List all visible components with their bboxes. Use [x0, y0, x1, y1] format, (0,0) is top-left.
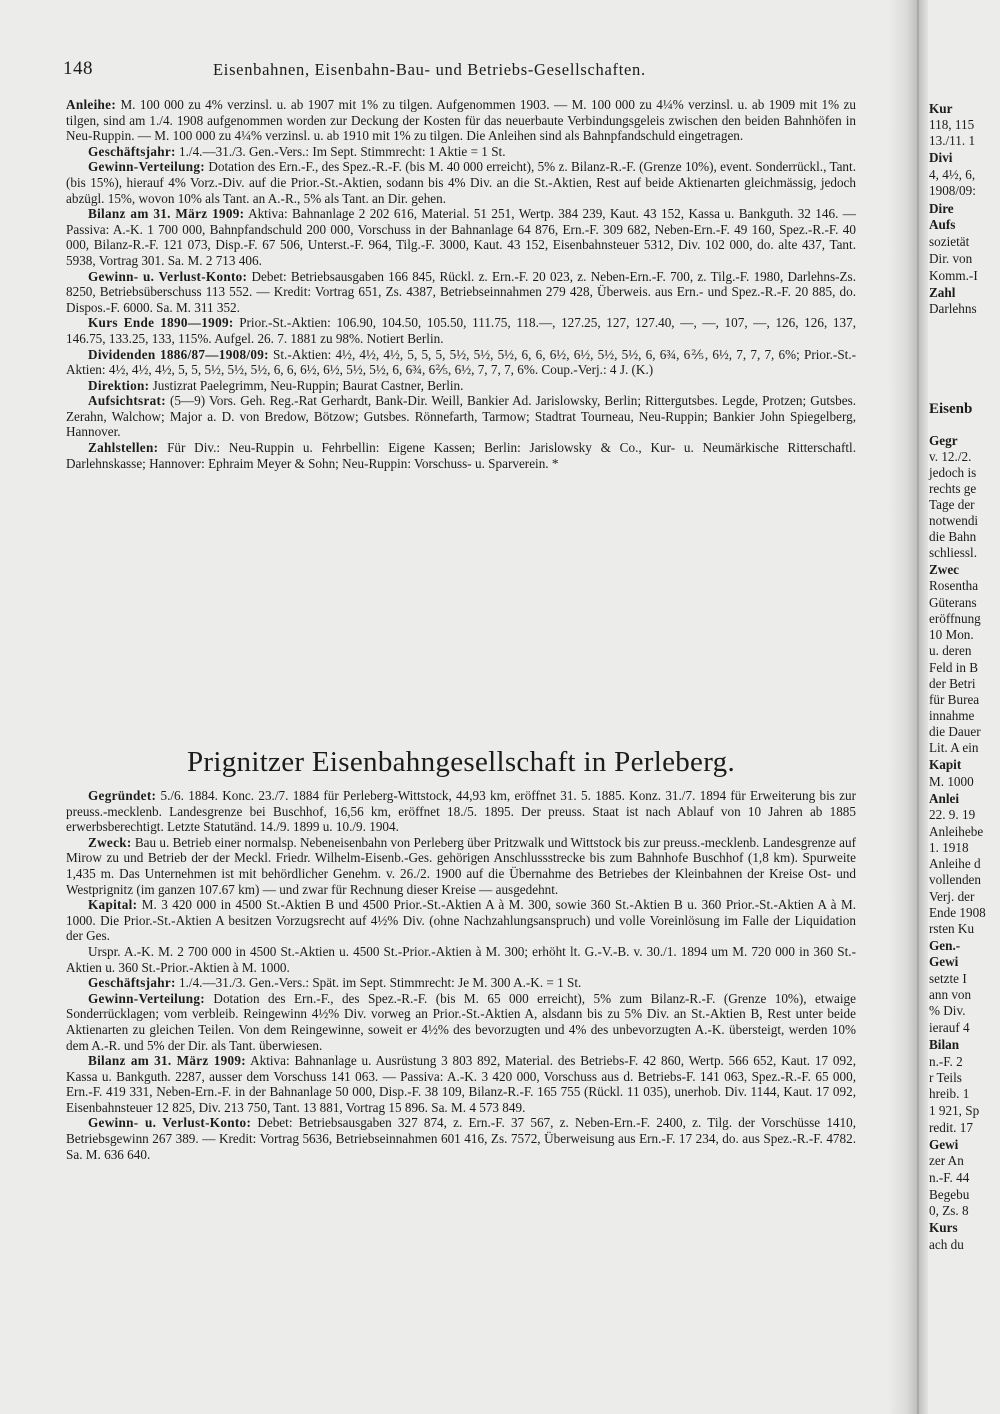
entry-text: Aktiva: Bahnanlage u. Ausrüstung 3 803 892, Material. des Betriebs-F. 42 860, Wertp. 566 652, Kaut. 17 092, Kassa u. Bankguth. 2287, ausser dem Vorschuss 141 063. — Passiva: A.-K. 3 420 000, Vorschuss aus d. Betriebs-F. 141 063, Spez.-R.-F. 65 000, Ern.-F. 419 331, Neben-Ern.-F. in der Bahnanlage 50 000, Disp.-F. 38 109, Bilanz-R.-F. 165 755 (Rückl. 11 035), unerhob. Div. 1144, Kaut. 17 092, Eisenbahnsteuer 12 825, Div. 213 750, Tant. 13 881, Vortrag 15 896. Sa. M. 4 573 849.	[66, 1053, 857, 1115]
right-fragment-line: Darlehns	[929, 301, 977, 316]
right-fragment-line: Dire	[929, 201, 954, 216]
right-fragment-line: 0, Zs. 8	[929, 1203, 969, 1218]
right-fragment-line: Aufs	[929, 217, 956, 232]
entry-label: Gewinn-Verteilung:	[88, 990, 206, 1006]
entry-paragraph	[66, 378, 856, 394]
right-fragment-line: 13./11. 1	[929, 133, 976, 148]
entry-text: (5—9) Vors. Geh. Reg.-Rat Gerhardt, Bank-Dir. Weill, Bankier Ad. Jarislowsky, Berlin; Rittergutsbes. Legde, Protzen; Gutsbes. Zerahn, Walchow; Major a. D. von Bredow, Bötzow; Gutsbes. Rönnefarth, Tarmow; Stadtrat Tourneau, Neu-Ruppin; Bankier John Spiegelberg, Hannover.	[66, 393, 856, 440]
right-fragment-line: Gewi	[929, 954, 959, 969]
entry-text: Dotation des Ern.-F., des Spez.-R.-F. (bis M. 65 000 erreicht), 5% zum Bilanz-R.-F. (Grenze 10%), etwaige Sonderrücklagen; vom verbleib. Reingewinn 4½% Div. vorweg an Prior.-St.-Aktien A, alsdann bis zu 5% Div. an St.-Aktien B, Rest unter beide Aktienarten zu gleichen Teilen. Von dem Reingewinne, soweit er 4½% des bevorzugten und 4% des unbevorzugten A.-K. übersteigt, werden 10% dem A.-R. und 5% der Dir. als Tant. überwiesen.	[66, 990, 856, 1053]
entry-text: Urspr. A.-K. M. 2 700 000 in 4500 St.-Aktien u. 4500 St.-Prior.-Aktien à M. 300; erhöht lt. G.-V.-B. v. 30./1. 1894 um M. 720 000 in 360 St.-Aktien u. 360 St.-Prior.-Aktien à M. 1000.	[66, 943, 856, 975]
entry-paragraph	[66, 347, 856, 378]
entry-paragraph	[66, 788, 856, 835]
entry-text: Dotation des Ern.-F., des Spez.-R.-F. (bis M. 40 000 erreicht), 5% z. Bilanz-R.-F. (Grenze 10%), event. Sonderrückl., Tant. (bis 15%), hierauf 4% Vorz.-Div. auf die Prior.-St.-Aktien, sodann bis 4% Div. an die St.-Aktien, Rest auf beide Aktienarten gleichmässig, jedoch abzügl. 15%, wovon 10% als Tant. an A.-R., 5% als Tant. an Dir. gehen.	[66, 159, 856, 206]
right-fragment-line: Gewi	[929, 1137, 959, 1152]
entry-label: Gegründet:	[88, 788, 157, 803]
right-fragment-line: Gen.-	[929, 938, 961, 953]
section-title-prignitzer: Prignitzer Eisenbahngesellschaft in Perleberg.	[187, 746, 735, 778]
right-fragment-line: Kapit	[929, 757, 962, 772]
entry-label: Geschäftsjahr:	[88, 975, 176, 991]
right-fragment-line: notwendi	[929, 513, 979, 528]
right-fragment-line: Zwec	[929, 562, 960, 577]
entry-label: Gewinn- u. Verlust-Konto:	[88, 268, 248, 284]
right-fragment-line: M. 1000	[929, 774, 974, 789]
right-fragment-line: Kur	[929, 101, 953, 116]
entry-paragraph	[66, 1053, 856, 1115]
page-number: 148	[63, 58, 93, 79]
page-fold-line	[917, 0, 919, 1414]
entry-paragraph	[66, 144, 856, 160]
right-fragment-line: n.-F. 44	[929, 1170, 970, 1185]
right-fragment-line: Güterans	[929, 595, 977, 610]
section-neuruppin-continuation	[66, 97, 856, 471]
entry-paragraph	[66, 991, 856, 1053]
entry-text: Prior.-St.-Aktien: 106.90, 104.50, 105.50, 111.75, 118.—, 127.25, 127, 127.40, —, —, 107, —, 126, 126, 137, 146.75, 133.25, 133, 115%. Aufgel. 26. 7. 1881 zu 98%. Notiert Berlin.	[66, 315, 856, 346]
right-fragment-line: Verj. der	[929, 889, 975, 904]
entry-text: Justizrat Paelegrimm, Neu-Ruppin; Baurat Castner, Berlin.	[149, 377, 464, 393]
right-fragment-line: Begebu	[929, 1187, 970, 1202]
running-title: Eisenbahnen, Eisenbahn-Bau- und Betriebs-Gesellschaften.	[213, 60, 646, 79]
entry-label: Aufsichtsrat:	[88, 393, 166, 409]
right-fragment-line: Gegr	[929, 433, 958, 448]
entry-text: Für Div.: Neu-Ruppin u. Fehrbellin: Eigene Kassen; Berlin: Jarislowsky & Co., Kur- u. Neumärkische Ritterschaftl. Darlehnskasse; Hannover: Ephraim Meyer & Sohn; Neu-Ruppin: Vorschuss- u. Sparverein. *	[66, 440, 856, 471]
entry-label: Zweck:	[88, 834, 132, 850]
entry-text: M. 100 000 zu 4% verzinsl. u. ab 1907 mit 1% zu tilgen. Aufgenommen 1903. — M. 100 000 zu 4¼% verzinsl. u. ab 1909 mit 1% zu tilgen, sind am 1./4. 1908 aufgenommen worden zur Deckung der Kosten für das neuerbaute Verbindungsgeleis zwischen den beiden Bahnhöfen in Neu-Ruppin. — M. 100 000 zu 4¼% verzinsl. u. ab 1910 mit 1% zu tilgen. Die Anleihen sind als Bahnpfandschuld eingetragen.	[66, 97, 856, 144]
entry-paragraph	[66, 269, 856, 316]
entry-paragraph	[66, 159, 856, 206]
right-fragment-line: 1908/09:	[929, 183, 976, 198]
right-fragment-line: Lit. A ein	[929, 740, 979, 755]
right-fragment-line: 22. 9. 19	[929, 807, 976, 822]
entry-label: Bilanz am 31. März 1909:	[88, 1053, 246, 1069]
right-fragment-line: redit. 17	[929, 1120, 973, 1135]
right-fragment-line: die Bahn	[929, 529, 977, 544]
entry-text: 1./4.—31./3. Gen.-Vers.: Spät. im Sept. Stimmrecht: Je M. 300 A.-K. = 1 St.	[175, 975, 582, 991]
right-fragment-line: Feld in B	[929, 660, 979, 675]
entry-label: Kapital:	[88, 897, 138, 913]
entry-text: Bau u. Betrieb einer normalsp. Nebeneisenbahn von Perleberg über Pritzwalk und Wittstock bis zur preuss.-mecklenb. Landesgrenze auf Mirow zu und Betrieb der der Meckl. Friedr. Wilhelm-Eisenb.-Ges. gehörigen Anschlussstrecke bis zum Bahnhofe Buschhof (1,8 km). Spurweite 1,435 m. Das Unternehmen ist mit behördlicher Genehm. v. 26./2. 1900 auf die Übernahme des Betriebes der Kleinbahnen der Kreise Ost- und Westprignitz (im ganzen 107.67 km) — und zwar für Rechnung dieser Kreise — ausgedehnt.	[66, 834, 857, 897]
entry-label: Zahlstellen:	[88, 440, 159, 456]
page-gutter-shadow	[888, 0, 928, 1414]
entry-paragraph	[66, 393, 856, 440]
right-fragment-line: n.-F. 2	[929, 1054, 963, 1069]
entry-text: Aktiva: Bahnanlage 2 202 616, Material. 51 251, Wertp. 384 239, Kaut. 43 152, Kassa u. Bankguth. 32 146. — Passiva: A.-K. 1 700 000, Bahnpfandschuld 200 000, Vorschuss in der Bahnanlage 64 876, Ern.-F. 309 682, Neben-Ern.-F. 49 160, Spez.-R.-F. 40 000, Bilanz-R.-F. 121 073, Disp.-F. 67 506, Unterst.-F. 964, Tilg.-F. 3000, Kaut. 43 152, Eisenbahnsteuer 5312, Div. 102 000, do. alte 437, Tant. 5938, Vortrag 301. Sa. M. 2 713 406.	[66, 206, 856, 268]
right-fragment-line: u. deren	[929, 643, 972, 658]
entry-label: Gewinn- u. Verlust-Konto:	[88, 1115, 252, 1131]
entry-text: Debet: Betriebsausgaben 166 845, Rückl. z. Ern.-F. 20 023, z. Neben-Ern.-F. 700, z. Tilg.-F. 1980, Darlehns-Zs. 8250, Betriebsüberschuss 113 552. — Kredit: Vortrag 651, Zs. 4387, Betriebseinnahmen 279 428, Überweis. aus Ern.- und Spez.-R.-F. 20 885, do. Dispos.-F. 6000. Sa. M. 311 352.	[66, 268, 856, 315]
right-fragment-line: ierauf 4	[929, 1020, 970, 1035]
section-prignitzer-body	[66, 788, 856, 1162]
entry-label: Kurs Ende 1890—1909:	[88, 315, 234, 331]
entry-paragraph	[66, 944, 856, 975]
right-fragment-line: jedoch is	[929, 465, 977, 480]
right-fragment-line: vollenden	[929, 872, 982, 887]
right-fragment-line: Zahl	[929, 285, 956, 300]
entry-paragraph	[66, 975, 856, 991]
right-fragment-line: Dir. von	[929, 251, 973, 266]
right-fragment-line: ach du	[929, 1237, 964, 1252]
right-fragment-line: für Burea	[929, 692, 980, 707]
entry-label: Dividenden 1886/87—1908/09:	[88, 346, 269, 362]
entry-paragraph	[66, 315, 856, 346]
right-fragment-line: Ende 1908	[929, 905, 986, 920]
right-fragment-line: ann von	[929, 987, 972, 1002]
right-fragment-line: Anleihebe	[929, 824, 984, 839]
entry-paragraph	[66, 97, 856, 144]
right-fragment-line: Anleihe d	[929, 856, 981, 871]
right-fragment-line: Kurs	[929, 1220, 958, 1235]
right-fragment-line: hreib. 1	[929, 1086, 970, 1101]
right-fragment-line: zer An	[929, 1153, 964, 1168]
right-fragment-line: der Betri	[929, 676, 976, 691]
right-fragment-line: r Teils	[929, 1070, 962, 1085]
right-fragment-line: rsten Ku	[929, 921, 975, 936]
right-fragment-line: Komm.-I	[929, 268, 978, 283]
right-fragment-line: 4, 4½, 6,	[929, 167, 976, 182]
right-page-fragment-column	[926, 0, 1000, 1414]
right-fragment-line: Eisenb	[929, 401, 973, 417]
right-fragment-line: Divi	[929, 150, 953, 165]
right-fragment-line: Rosentha	[929, 578, 979, 593]
entry-label: Anleihe:	[66, 97, 117, 112]
entry-paragraph	[66, 206, 856, 268]
entry-label: Gewinn-Verteilung:	[88, 159, 206, 175]
entry-paragraph	[66, 835, 856, 897]
right-fragment-line: rechts ge	[929, 481, 977, 496]
right-fragment-line: 118, 115	[929, 117, 975, 132]
right-fragment-line: setzte I	[929, 971, 967, 986]
entry-text: M. 3 420 000 in 4500 St.-Aktien B und 4500 Prior.-St.-Aktien A à M. 300, sowie 360 St.-Aktien B u. 360 Prior.-St.-Aktien A à M. 1000. Die Prior.-St.-Aktien A besitzen Vorzugsrecht auf 4½% Div. (ohne Nachzahlungsanspruch) und volle Voreinlösung im Falle der Liquidation der Ges.	[66, 897, 856, 944]
right-fragment-line: v. 12./2.	[929, 449, 972, 464]
entry-text: 5./6. 1884. Konc. 23./7. 1884 für Perleberg-Wittstock, 44,93 km, eröffnet 31. 5. 1885. Konz. 31./7. 1894 für Erweiterung bis zur preuss.-mecklenb. Landesgrenze bei Buschhof, 16,56 km, eröffnet 18./5. 1895. Der preuss. Staat ist nach Ablauf von 10 Jahren ab 1885 erwerbsberechtigt. Letzte Statutänd. 14./9. 1899 u. 10./9. 1904.	[66, 788, 856, 835]
right-fragment-line: 1. 1918	[929, 840, 969, 855]
right-fragment-line: 10 Mon.	[929, 627, 974, 642]
right-fragment-line: sozietät	[929, 234, 970, 249]
page-header	[63, 58, 883, 88]
right-fragment-line: Anlei	[929, 791, 960, 806]
right-fragment-line: 1 921, Sp	[929, 1103, 980, 1118]
right-fragment-line: Bilan	[929, 1037, 960, 1052]
right-fragment-line: die Dauer	[929, 724, 981, 739]
entry-paragraph	[66, 897, 856, 944]
entry-label: Bilanz am 31. März 1909:	[88, 206, 245, 222]
entry-label: Direktion:	[88, 377, 150, 393]
entry-paragraph	[66, 440, 856, 471]
entry-text: Debet: Betriebsausgaben 327 874, z. Ern.-F. 37 567, z. Neben-Ern.-F. 2400, z. Tilg. der Vorschüsse 1410, Betriebsgewinn 267 389. — Kredit: Vortrag 5636, Betriebseinnahmen 601 416, Zs. 7572, Überweisung aus Ern.-F. 17 234, do. aus Spez.-R.-F. 4782. Sa. M. 636 640.	[66, 1115, 856, 1162]
right-fragment-line: schliessl.	[929, 545, 977, 560]
entry-text: 1./4.—31./3. Gen.-Vers.: Im Sept. Stimmrecht: 1 Aktie = 1 St.	[175, 143, 506, 159]
entry-paragraph	[66, 1115, 856, 1162]
right-fragment-line: Tage der	[929, 497, 975, 512]
entry-text: St.-Aktien: 4½, 4½, 4½, 5, 5, 5, 5½, 5½, 5½, 6, 6, 6½, 6½, 5½, 5½, 6, 6¾, 6⅖, 6½, 7, 7, 7, 6%; Prior.-St.-Aktien: 4½, 4½, 4½, 5, 5, 5½, 5½, 5½, 6, 6, 6½, 6½, 5½, 5½, 6, 6¾, 6⅖, 6½, 7, 7, 7, 6%. Coup.-Verj.: 4 J. (K.)	[66, 346, 857, 378]
right-fragment-line: % Div.	[929, 1003, 966, 1018]
entry-label: Geschäftsjahr:	[88, 143, 176, 159]
right-fragment-line: innahme	[929, 708, 975, 723]
right-fragment-line: eröffnung	[929, 611, 981, 626]
